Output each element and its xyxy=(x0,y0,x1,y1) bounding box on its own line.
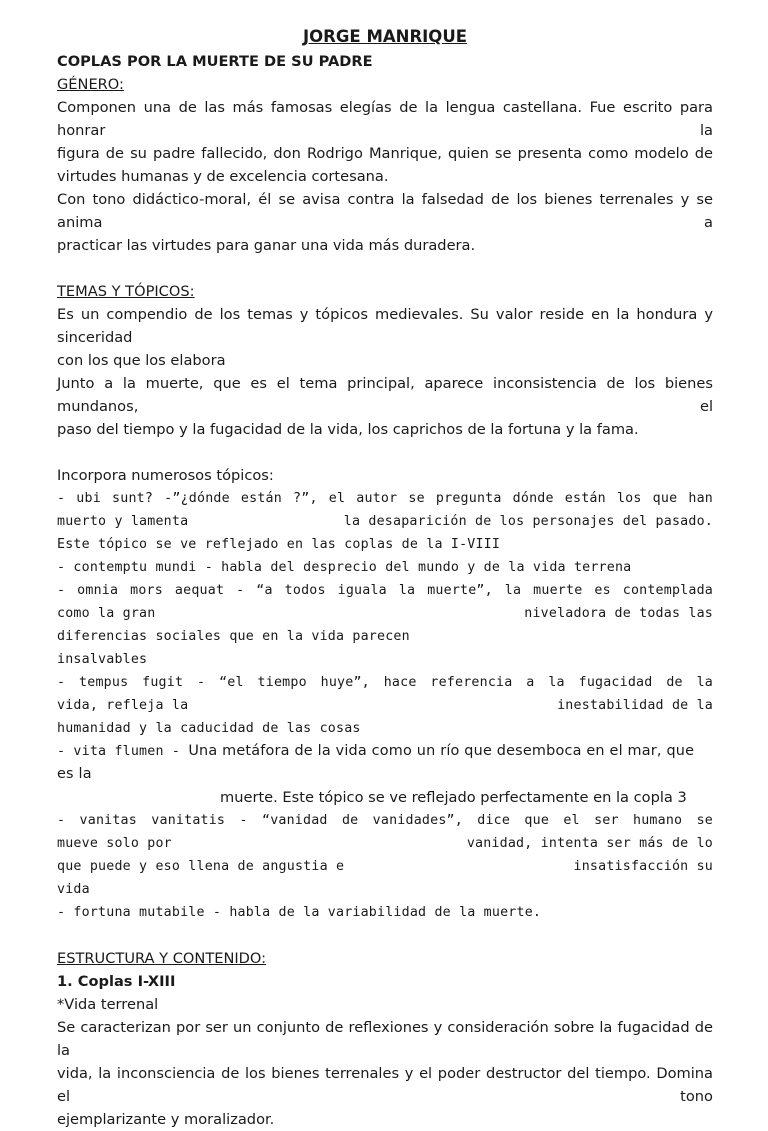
topico-line xyxy=(57,832,713,855)
genero-line: figura de su padre fallecido, don Rodrigo Manrique, quien se presenta como modelo de xyxy=(57,145,713,162)
estructura-line: ejemplarizante y moralizador. xyxy=(57,1111,275,1128)
spacer xyxy=(57,257,713,280)
spacer xyxy=(57,441,713,464)
topico-ubi-sunt: - ubi sunt? -”¿dónde están ?”, el autor se pregunta dónde están los que han xyxy=(57,491,713,506)
topico-text: que puede y eso llena de angustia e xyxy=(57,859,345,874)
topico-text: niveladora de todas las xyxy=(524,606,713,621)
topico-fortuna-mutabile: - fortuna mutabile - habla de la variabilidad de la muerte. xyxy=(57,905,542,920)
topico-line: muerte. Este tópico se ve reflejado perfectamente en la copla 3 xyxy=(220,789,687,806)
topico-vita-flumen xyxy=(57,740,713,786)
topico-text: vida, refleja la xyxy=(57,698,189,713)
topico-line: vida xyxy=(57,882,90,897)
temas-line: paso del tiempo y la fugacidad de la vida, los caprichos de la fortuna y la fama. xyxy=(57,421,639,438)
genero-line: virtudes humanas y de excelencia cortesana. xyxy=(57,168,389,185)
document-subtitle: COPLAS POR LA MUERTE DE SU PADRE xyxy=(57,53,373,70)
topico-contemptu-mundi: - contemptu mundi - habla del desprecio del mundo y de la vida terrena xyxy=(57,560,632,575)
topico-text: vanidad, intenta ser más de lo xyxy=(466,836,713,851)
topico-vanitas: - vanitas vanitatis - “vanidad de vanidades”, dice que el ser humano se xyxy=(57,813,713,828)
topico-text: la desaparición de los personajes del pasado. xyxy=(343,514,713,529)
topico-line xyxy=(57,855,713,878)
topico-line xyxy=(57,510,713,533)
topico-text: Una metáfora de la vida como un río que desemboca en el mar, que es la xyxy=(57,743,695,782)
topico-text: como la gran xyxy=(57,606,156,621)
document-page xyxy=(57,26,713,1131)
topicos-intro: Incorpora numerosos tópicos: xyxy=(57,467,274,484)
topico-line: Este tópico se ve reflejado en las coplas de la I-VIII xyxy=(57,537,501,552)
genero-line: Componen una de las más famosas elegías de la lengua castellana. Fue escrito para honrar la xyxy=(57,99,713,139)
topico-text: mueve solo por xyxy=(57,836,172,851)
estructura-heading: ESTRUCTURA Y CONTENIDO: xyxy=(57,950,267,967)
topico-omnia-mors: - omnia mors aequat - “a todos iguala la muerte”, la muerte es contemplada xyxy=(57,583,713,598)
topico-text: insatisfacción su xyxy=(573,859,713,874)
topico-text: muerto y lamenta xyxy=(57,514,189,529)
temas-heading: TEMAS Y TÓPICOS: xyxy=(57,283,195,300)
temas-line: Junto a la muerte, que es el tema principal, aparece inconsistencia de los bienes mundanos, el xyxy=(57,375,713,415)
topico-line: insalvables xyxy=(57,652,148,667)
topico-text: inestabilidad de la xyxy=(557,698,713,713)
document-title: JORGE MANRIQUE xyxy=(303,27,467,46)
estructura-sub: *Vida terrenal xyxy=(57,996,159,1013)
estructura-section: 1. Coplas I-XIII xyxy=(57,973,176,990)
estructura-line: vida, la inconsciencia de los bienes terrenales y el poder destructor del tiempo. Domina el tono xyxy=(57,1065,713,1105)
topico-text: - vita flumen - xyxy=(57,744,181,759)
topico-line: diferencias sociales que en la vida parecen xyxy=(57,629,410,644)
topico-line: humanidad y la caducidad de las cosas xyxy=(57,721,361,736)
genero-line: practicar las virtudes para ganar una vida más duradera. xyxy=(57,237,476,254)
genero-line: Con tono didáctico-moral, él se avisa contra la falsedad de los bienes terrenales y se anima a xyxy=(57,191,713,231)
genero-heading: GÉNERO: xyxy=(57,76,124,93)
temas-line: con los que los elabora xyxy=(57,352,226,369)
topico-line xyxy=(57,694,713,717)
topico-line xyxy=(57,602,713,625)
spacer xyxy=(57,924,713,947)
topico-tempus-fugit: - tempus fugit - “el tiempo huye”, hace referencia a la fugacidad de la xyxy=(57,675,713,690)
temas-line: Es un compendio de los temas y tópicos medievales. Su valor reside en la hondura y sinceridad xyxy=(57,306,713,346)
estructura-line: Se caracterizan por ser un conjunto de reflexiones y consideración sobre la fugacidad de la xyxy=(57,1019,713,1059)
